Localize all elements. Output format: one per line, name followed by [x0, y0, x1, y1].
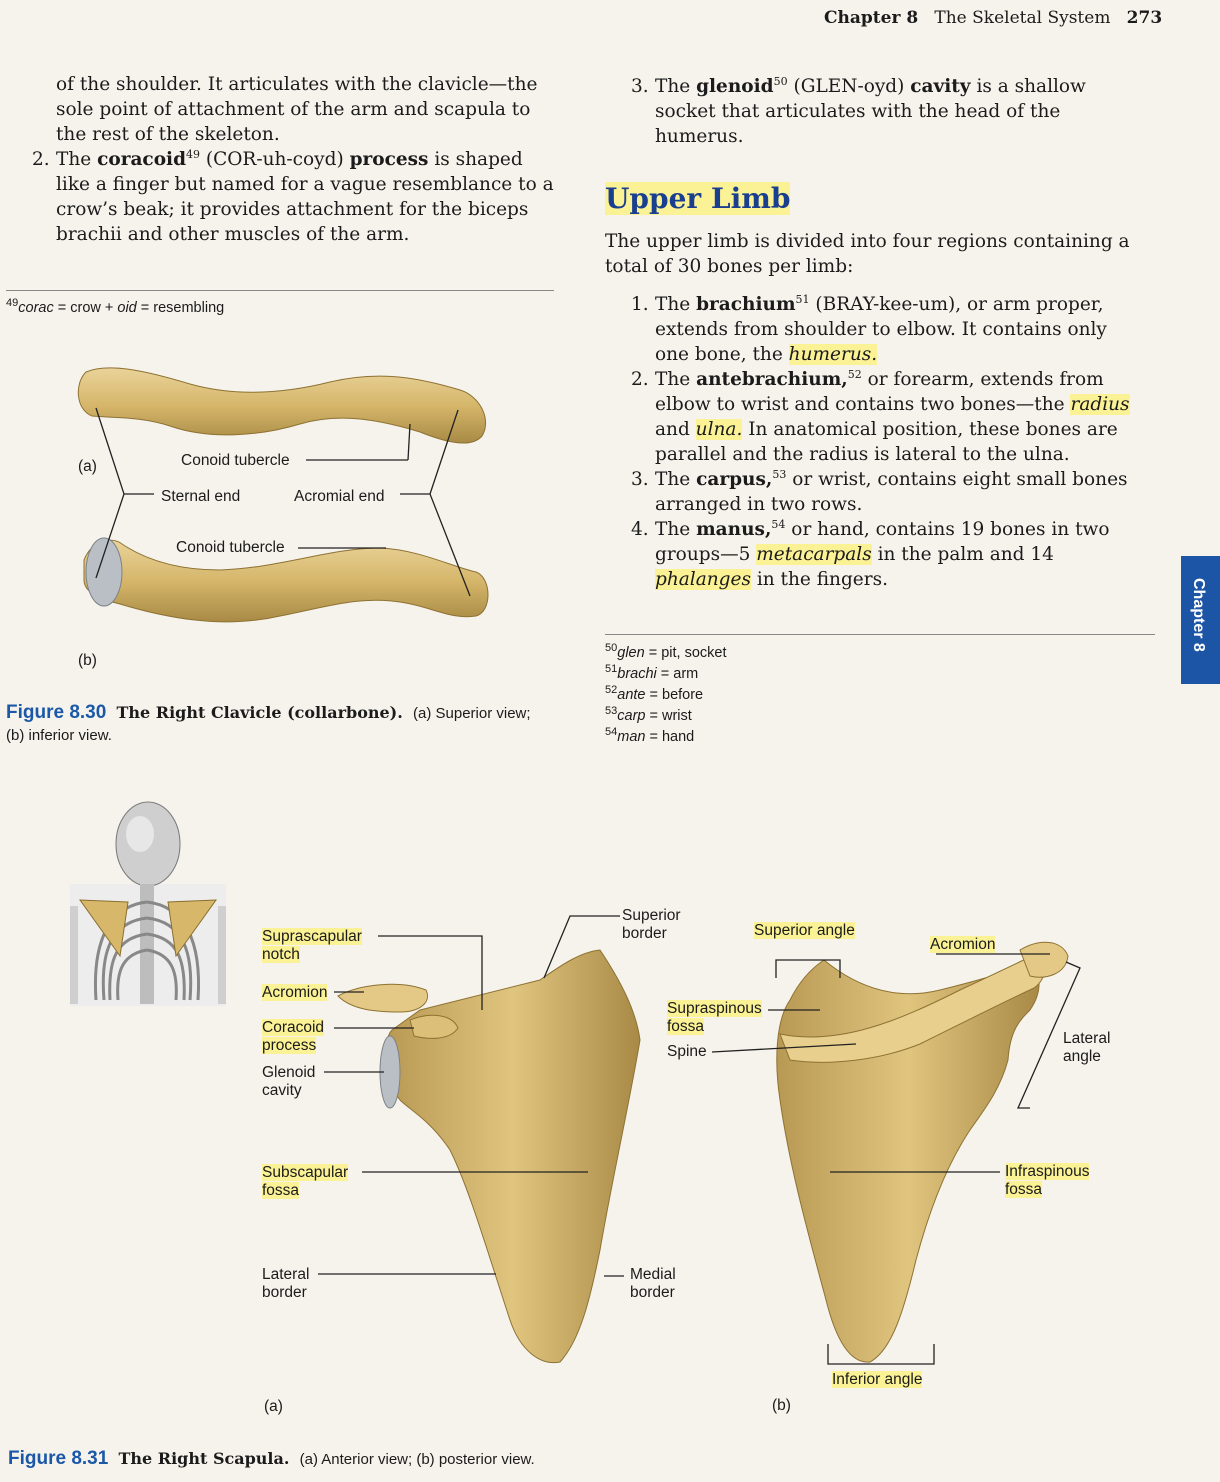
footnote-51 [605, 664, 726, 685]
footnote-word: man [617, 729, 646, 745]
label-sternal-end: Sternal end [161, 488, 241, 505]
label-line: Lateral [1063, 1030, 1111, 1047]
label-acromial-end: Acromial end [294, 488, 385, 505]
figure-831-caption [8, 1447, 535, 1472]
text-line: arranged in two rows. [655, 494, 863, 515]
header-title: The Skeletal System [934, 8, 1111, 28]
label-glenoid-cavity [262, 1064, 315, 1100]
list-number: 4. [631, 519, 649, 540]
text-line: parallel and the radius is lateral to the ulna. [655, 444, 1070, 465]
clavicle-superior-view [78, 368, 485, 443]
label-line: Subscapular [262, 1164, 349, 1181]
label-line: cavity [262, 1082, 302, 1099]
label-line: notch [262, 946, 300, 963]
label-lateral-border [262, 1266, 309, 1302]
term-phalanges: phalanges [655, 569, 751, 590]
footnote-text: = pit, socket [644, 645, 727, 661]
fig830-label-a: (a) [78, 458, 97, 475]
label-line: border [262, 1284, 307, 1301]
label-superior-angle [754, 922, 855, 940]
footnote-word: glen [617, 645, 645, 661]
header-chapter: Chapter 8 [824, 8, 919, 28]
text-line [655, 542, 1165, 567]
label-conoid-tubercle-b: Conoid tubercle [176, 539, 285, 556]
footnote-ref: 54 [771, 517, 786, 531]
label-spine: Spine [667, 1043, 707, 1060]
label-line: Acromion [262, 984, 328, 1001]
label-line: angle [1063, 1048, 1101, 1065]
text-line: sole point of attachment of the arm and scapula to [56, 99, 531, 120]
footnote-ref: 51 [795, 292, 810, 306]
label-line: process [262, 1037, 317, 1054]
text-span: The [56, 149, 98, 170]
label-line: Suprascapular [262, 928, 362, 945]
text-span: The [655, 294, 697, 315]
footnote-word: carp [617, 708, 646, 724]
list-item-manus [631, 517, 1165, 592]
footnote-ref: 53 [772, 467, 787, 481]
text-span: (GLEN-oyd) [787, 76, 911, 97]
text-span: The [655, 76, 697, 97]
text-span: or hand, contains 19 bones in two [785, 519, 1110, 540]
text-span: The [655, 469, 697, 490]
text-line: extends from shoulder to elbow. It contains only [655, 319, 1107, 340]
label-line: border [630, 1284, 675, 1301]
text-line: brachii and other muscles of the arm. [56, 224, 410, 245]
label-line: fossa [262, 1182, 300, 1199]
list-item-antebrachium [631, 367, 1165, 467]
figure-number: Figure 8.30 [6, 702, 107, 723]
list-item-glenoid [631, 74, 1165, 149]
footnote-number: 50 [605, 642, 618, 655]
label-line: Medial [630, 1266, 676, 1283]
footnote-word: oid [117, 300, 137, 316]
text-span: (BRAY-kee-um), or arm proper, [809, 294, 1104, 315]
page-number: 273 [1126, 8, 1163, 28]
term-coracoid: coracoid [97, 149, 186, 170]
term-radius: radius [1070, 394, 1130, 415]
text-line: The upper limb is divided into four regions containing a [605, 231, 1130, 252]
label-line: Coracoid [262, 1019, 325, 1036]
label-inferior-angle [832, 1371, 922, 1389]
clavicle-inferior-view [84, 540, 488, 622]
footnote-ref: 49 [186, 147, 200, 161]
label-line: Superior [622, 907, 681, 924]
text-span: (COR-uh-coyd) [200, 149, 350, 170]
text-span: in the palm and 14 [871, 544, 1054, 565]
figure-caption-text: (a) Superior view; [413, 705, 531, 722]
list-item-carpus [631, 467, 1165, 517]
footnote-text: = wrist [645, 708, 692, 724]
acromion-a-shape [338, 984, 428, 1012]
label-line: Lateral [262, 1266, 310, 1283]
text-line [655, 342, 1165, 367]
figure-caption-text: (b) inferior view. [6, 727, 112, 744]
figure-caption-text: (a) Anterior view; (b) posterior view. [299, 1451, 535, 1468]
figure-title: The Right Scapula. [118, 1449, 290, 1468]
footnote-text: = hand [645, 729, 695, 745]
footnote-text: = before [645, 687, 704, 703]
text-span: The [655, 519, 697, 540]
footnote-text: = arm [656, 666, 699, 682]
footnote-54 [605, 727, 726, 748]
figure-title: The Right Clavicle (collarbone). [116, 703, 403, 722]
footnote-text: = crow + [53, 300, 118, 316]
term-antebrachium: antebrachium, [696, 369, 848, 390]
label-conoid-tubercle-a: Conoid tubercle [181, 452, 290, 469]
label-line: fossa [1005, 1181, 1043, 1198]
label-line: Acromion [930, 936, 996, 953]
label-line: Infraspinous [1005, 1163, 1090, 1180]
footnote-number: 54 [605, 726, 618, 739]
list-number: 1. [631, 294, 649, 315]
label-line: Inferior angle [832, 1371, 923, 1388]
text-span: or forearm, extends from [861, 369, 1104, 390]
label-acromion-a [262, 984, 327, 1002]
text-span: elbow to wrist and contains two bones—the [655, 394, 1071, 415]
footnote-text: = resembling [136, 300, 225, 316]
label-infraspinous-fossa [1005, 1163, 1089, 1199]
footnote-ref: 50 [773, 74, 788, 88]
footnote-word: corac [18, 300, 54, 316]
scapula-anterior [386, 950, 640, 1363]
heading-text: Upper Limb [605, 182, 791, 215]
term-glenoid: glenoid [696, 76, 774, 97]
footnotes-list [605, 643, 726, 748]
text-span: one bone, the [655, 344, 789, 365]
upper-limb-list [631, 292, 1165, 592]
section-heading [605, 182, 790, 215]
list-number: 2. [32, 149, 50, 170]
footnote-number: 51 [605, 663, 618, 676]
text-line [655, 567, 1165, 592]
label-suprascapular-notch [262, 928, 362, 964]
text-span: in the fingers. [750, 569, 888, 590]
text-span: is a shallow [970, 76, 1086, 97]
text-line: crow’s beak; it provides attachment for the biceps [56, 199, 529, 220]
label-acromion-b [930, 936, 995, 954]
term-cavity: cavity [910, 76, 971, 97]
footnote-ref: 52 [847, 367, 862, 381]
text-line: the rest of the skeleton. [56, 124, 280, 145]
text-line: like a finger but named for a vague resemblance to a [56, 174, 554, 195]
term-manus: manus, [696, 519, 772, 540]
label-line: Superior angle [754, 922, 855, 939]
text-line: humerus. [655, 126, 744, 147]
footnote-number: 49 [6, 297, 19, 310]
label-line: fossa [667, 1018, 705, 1035]
side-tab-label: Chapter 8 [1190, 578, 1207, 652]
skeleton-thumbnail [70, 802, 226, 1006]
text-span: or wrist, contains eight small bones [786, 469, 1128, 490]
text-line: total of 30 bones per limb: [605, 256, 854, 277]
text-line: socket that articulates with the head of the [655, 101, 1061, 122]
chapter-side-tab [1181, 556, 1220, 684]
text-span: In anatomical position, these bones are [742, 419, 1118, 440]
sternal-facet [86, 538, 122, 606]
footnote-word: brachi [617, 666, 657, 682]
footnote-number: 53 [605, 705, 618, 718]
label-line: Supraspinous [667, 1000, 762, 1017]
text-span: groups—5 [655, 544, 757, 565]
term-process: process [349, 149, 429, 170]
term-metacarpals: metacarpals [756, 544, 872, 565]
term-brachium: brachium [696, 294, 796, 315]
list-number: 3. [631, 76, 649, 97]
fig830-label-b: (b) [78, 652, 97, 669]
label-subscapular-fossa [262, 1164, 348, 1200]
text-line: of the shoulder. It articulates with the clavicle—the [56, 74, 538, 95]
term-humerus: humerus. [788, 344, 878, 365]
footnote-50 [605, 643, 726, 664]
footnote-number: 52 [605, 684, 618, 697]
figure-830-caption [6, 702, 566, 747]
label-lateral-angle [1063, 1030, 1110, 1066]
text-line [655, 392, 1165, 417]
footnote-53 [605, 706, 726, 727]
text-line [655, 417, 1165, 442]
label-line: Glenoid [262, 1064, 316, 1081]
term-carpus: carpus, [696, 469, 773, 490]
fig831-label-b: (b) [772, 1397, 791, 1414]
text-span: and [655, 419, 696, 440]
label-superior-border [622, 907, 681, 943]
list-number: 2. [631, 369, 649, 390]
term-ulna: ulna. [695, 419, 743, 440]
label-medial-border [630, 1266, 676, 1302]
label-line: border [622, 925, 667, 942]
footnote-rule [605, 634, 1155, 635]
list-item-brachium [631, 292, 1165, 367]
list-number: 3. [631, 469, 649, 490]
text-span: The [655, 369, 697, 390]
text-span: is shaped [428, 149, 523, 170]
footnote-52 [605, 685, 726, 706]
intro-paragraph [605, 229, 1165, 279]
label-coracoid-process [262, 1019, 324, 1055]
fig831-label-a: (a) [264, 1398, 283, 1415]
label-supraspinous-fossa [667, 1000, 762, 1036]
figure-number: Figure 8.31 [8, 1448, 109, 1469]
footnote-word: ante [617, 687, 646, 703]
